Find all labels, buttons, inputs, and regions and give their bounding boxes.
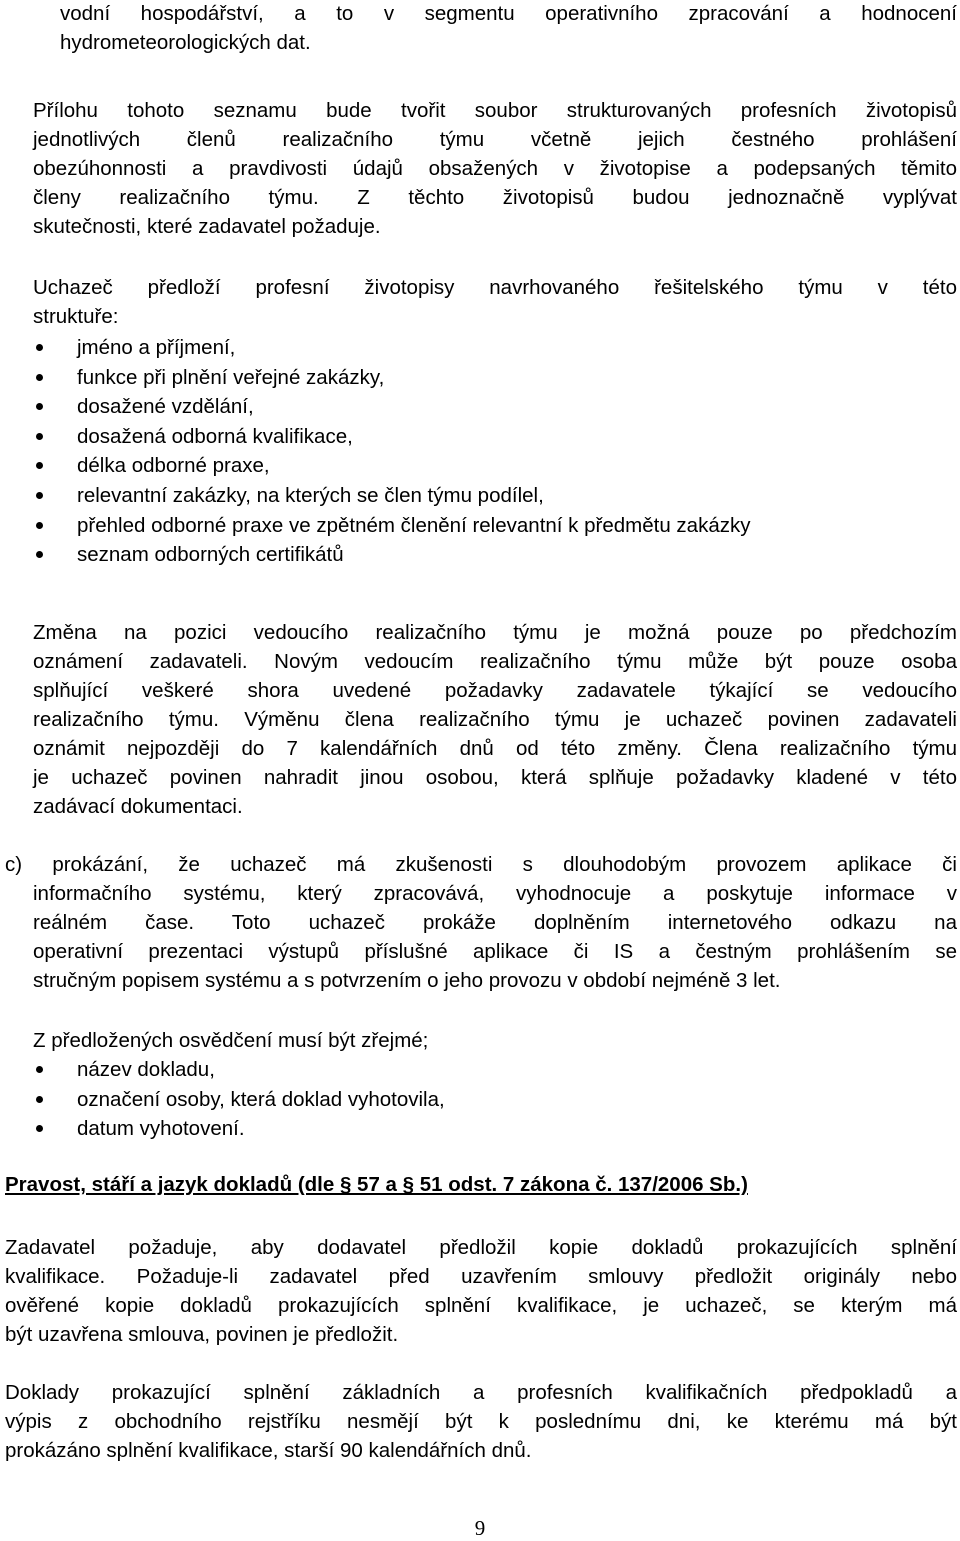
- text-line: hydrometeorologických dat.: [60, 31, 311, 54]
- evident-list: [33, 1055, 957, 1144]
- list-item: název dokladu,: [33, 1055, 957, 1085]
- bullet-icon: [36, 433, 43, 440]
- text-line: realizačního týmu. Výměnu člena realizačního týmu je uchazeč povinen zadavateli: [33, 708, 957, 731]
- copies-paragraph: [5, 1233, 957, 1349]
- text-line: splňující veškeré shora uvedené požadavky zadavatele týkající se vedoucího: [33, 679, 957, 702]
- text-line: obezúhonnosti a pravdivosti údajů obsažených v životopise a podepsaných těmito: [33, 157, 957, 180]
- text-line: oznámení zadavateli. Novým vedoucím realizačního týmu může být pouze osoba: [33, 650, 957, 673]
- text-line: Zadavatel požaduje, aby dodavatel předložil kopie dokladů prokazujících splnění: [5, 1236, 957, 1259]
- bullet-icon: [36, 1125, 43, 1132]
- c-paragraph: [5, 850, 957, 995]
- text-line: kvalifikace. Požaduje-li zadavatel před uzavřením smlouvy předložit originály nebo: [5, 1265, 957, 1288]
- bullet-icon: [36, 551, 43, 558]
- bullet-icon: [36, 344, 43, 351]
- bullet-icon: [36, 374, 43, 381]
- structure-list: [33, 333, 957, 570]
- text-line: c) prokázání, že uchazeč má zkušenosti s dlouhodobým provozem aplikace či: [5, 853, 957, 876]
- text-line: struktuře:: [33, 305, 119, 328]
- evident-paragraph: [33, 1026, 957, 1055]
- structure-paragraph: [33, 273, 957, 331]
- text-line: Uchazeč předloží profesní životopisy navrhovaného řešitelského týmu v této: [33, 276, 957, 299]
- text-line: oznámit nejpozději do 7 kalendářních dnů od této změny. Člena realizačního týmu: [33, 737, 957, 760]
- list-item: dosažená odborná kvalifikace,: [33, 422, 957, 452]
- bullet-icon: [36, 403, 43, 410]
- bullet-icon: [36, 492, 43, 499]
- text-line: operativní prezentaci výstupů příslušné aplikace či IS a čestným prohlášením se: [33, 940, 957, 963]
- text-line: informačního systému, který zpracovává, vyhodnocuje a poskytuje informace v: [33, 882, 957, 905]
- text-line: Doklady prokazující splnění základních a profesních kvalifikačních předpokladů a: [5, 1381, 957, 1404]
- text-line: je uchazeč povinen nahradit jinou osobou, která splňuje požadavky kladené v této: [33, 766, 957, 789]
- list-item: dosažené vzdělání,: [33, 392, 957, 422]
- text-line: výpis z obchodního rejstříku nesmějí být k poslednímu dni, ke kterému má být: [5, 1410, 957, 1433]
- list-item: seznam odborných certifikátů: [33, 540, 957, 570]
- text-line: zadávací dokumentaci.: [33, 795, 243, 818]
- text-line: členy realizačního týmu. Z těchto životopisů budou jednoznačně vyplývat: [33, 186, 957, 209]
- bullet-icon: [36, 1066, 43, 1073]
- text-line: jednotlivých členů realizačního týmu včetně jejich čestného prohlášení: [33, 128, 957, 151]
- text-line: Přílohu tohoto seznamu bude tvořit soubor strukturovaných profesních životopisů: [33, 99, 957, 122]
- text-line: Z předložených osvědčení musí být zřejmé;: [33, 1029, 429, 1052]
- text-line: reálném čase. Toto uchazeč prokáže doplněním internetového odkazu na: [33, 911, 957, 934]
- list-item: délka odborné praxe,: [33, 451, 957, 481]
- text-line: být uzavřena smlouva, povinen je předložit.: [5, 1323, 399, 1346]
- list-item: jméno a příjmení,: [33, 333, 957, 363]
- page-number: 9: [474, 1516, 486, 1540]
- list-item: relevantní zakázky, na kterých se člen týmu podílel,: [33, 481, 957, 511]
- text-line: skutečnosti, které zadavatel požaduje.: [33, 215, 381, 238]
- bullet-icon: [36, 1096, 43, 1103]
- list-item: datum vyhotovení.: [33, 1114, 957, 1144]
- text-line: ověřené kopie dokladů prokazujících splnění kvalifikace, je uchazeč, se kterým má: [5, 1294, 957, 1317]
- bullet-icon: [36, 462, 43, 469]
- list-item: funkce při plnění veřejné zakázky,: [33, 363, 957, 393]
- bullet-icon: [36, 522, 43, 529]
- text-line: stručným popisem systému a s potvrzením o jeho provozu v období nejméně 3 let.: [33, 969, 781, 992]
- list-item: označení osoby, která doklad vyhotovila,: [33, 1085, 957, 1115]
- text-line: vodní hospodářství, a to v segmentu operativního zpracování a hodnocení: [60, 2, 957, 25]
- cv-paragraph: [33, 96, 957, 241]
- change-paragraph: [33, 618, 957, 821]
- list-item: přehled odborné praxe ve zpětném členění relevantní k předmětu zakázky: [33, 511, 957, 541]
- text-line: prokázáno splnění kvalifikace, starší 90 kalendářních dnů.: [5, 1439, 532, 1462]
- top-paragraph: [60, 0, 957, 57]
- section-heading: Pravost, stáří a jazyk dokladů (dle § 57 a § 51 odst. 7 zákona č. 137/2006 Sb.): [5, 1173, 748, 1196]
- text-line: Změna na pozici vedoucího realizačního týmu je možná pouze po předchozím: [33, 621, 957, 644]
- documents-paragraph: [5, 1378, 957, 1465]
